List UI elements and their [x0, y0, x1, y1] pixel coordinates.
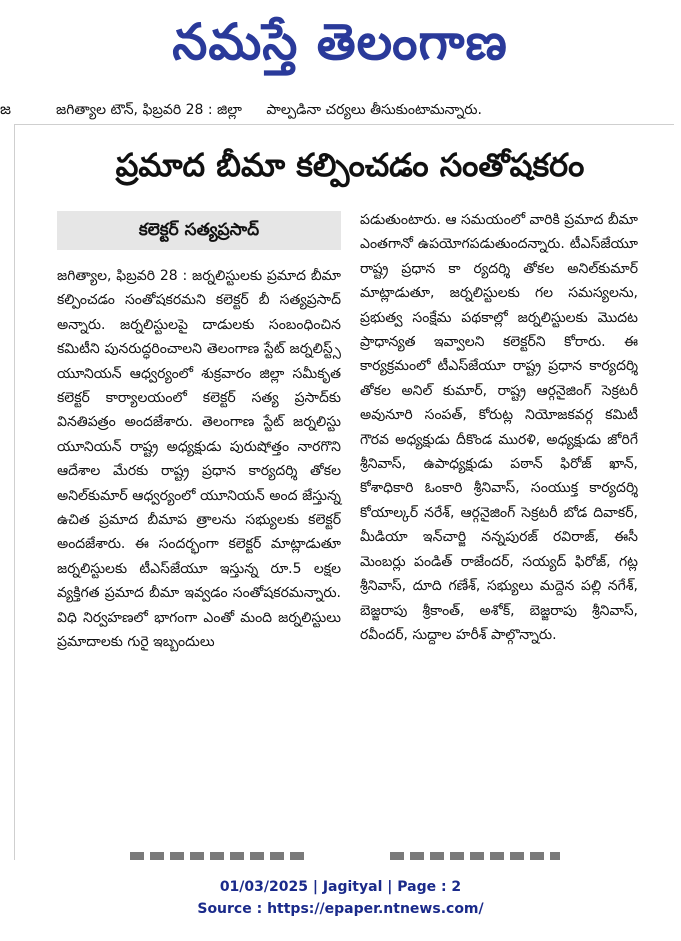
article-column-left — [57, 264, 341, 844]
adjacent-dateline: జగిత్యాల టౌన్, ఫిబ్రవరి 28 : జిల్లా — [56, 102, 242, 118]
adjacent-article-strip — [56, 98, 656, 122]
masthead-title: నమస్తే తెలంగాణ — [172, 13, 508, 71]
article-body-left: జగిత్యాల, ఫిబ్రవరి 28 : జర్నలిస్టులకు ప్రమాద బీమా కల్పించడం సంతోషకరమని కలెక్టర్ బీ సత్యప్రసాద్ అన్నారు. జర్నలిస్టులపై దాడులకు సంబంధించిన కమిటీని పునరుద్ధరించాలని తెలంగాణ స్టేట్ జర్నలిస్ట్స్ యూనియన్ ఆధ్వర్యంలో శుక్రవారం జిల్లా సమీకృత కలెక్టర్ కార్యాలయంలో కలెక్టర్ సత్య ప్రసాద్‌కు వినతిపత్రం అందజేశారు. తెలంగాణ స్టేట్ జర్నలిస్టు యూనియన్ రాష్ట్ర అధ్యక్షుడు పురుషోత్తం నారగొని ఆదేశాల మేరకు రాష్ట్ర ప్రధాన కార్యదర్శి తోకల అనిల్‌కుమార్ ఆధ్వర్యంలో యూనియన్ అంద జేస్తున్న ఉచిత ప్రమాద బీమాప త్రాలను సభ్యులకు కలెక్టర్ అందజేశారు. ఈ సందర్భంగా కలెక్టర్ మాట్లాడుతూ జర్నలిస్టులకు టీఎస్‌జేయూ ఇస్తున్న రూ.5 లక్షల వ్యక్తిగత ప్రమాద బీమా ఇవ్వడం సంతోషకరమన్నారు. విధి నిర్వహణలో భాగంగా ఎంతో మంది జర్నలిస్టులు ప్రమాదాలకు గురై ఇబ్బందులు — [57, 268, 341, 651]
newspaper-masthead — [140, 2, 540, 82]
article-headline: ప్రమాద బీమా కల్పించడం సంతోషకరం — [115, 146, 585, 184]
adjacent-trailing-text: పాల్పడినా చర్యలు తీసుకుంటామన్నారు. — [266, 102, 482, 118]
article-body-right: పడుతుంటారు. ఆ సమయంలో వారికి ప్రమాద బీమా ఎంతగానో ఉపయోగపడుతుందన్నారు. టీఎస్‌జేయూ రాష్ట్ర ప్రధాన కా ర్యదర్శి తోకల అనిల్‌కుమార్ మాట్లాడుతూ, జర్నలిస్టులకు గల సమస్యలను, ప్రభుత్వ సంక్షేమ పథకాల్లో జర్నలిస్టులకు మొదట ప్రాధాన్యత ఇవ్వాలని కలెక్టర్‌ని కోరారు. ఈ కార్యక్రమంలో టీఎస్‌జేయూ రాష్ట్ర ప్రధాన కార్యదర్శి తోకల అనిల్ కుమార్, రాష్ట్ర ఆర్గనైజింగ్ సెక్రటరీ అవునూరి సంపత్, కోరుట్ల నియోజకవర్గ కమిటీ గౌరవ అధ్యక్షుడు దీకొండ మురళి, అధ్యక్షుడు జోరిగే శ్రీనివాస్, ఉపాధ్యక్షుడు పఠాన్ ఫిరోజ్ ఖాన్, కోశాధికారి ఓంకారి శ్రీనివాస్, సంయుక్త కార్యదర్శి కోయాల్కర్ నరేశ్, ఆర్గనైజింగ్ సెక్రటరీ బోడ దివాకర్, మీడియా ఇన్‌చార్జి నన్నపురజ్ రవిరాజ్, ఈసీ మెంబర్లు పండిత్ రాజేందర్, సయ్యద్ ఫిరోజ్, గట్ల శ్రీనివాస్, దూది గణేశ్, సభ్యులు మద్దెన పల్లి నగేశ్, బెజ్జరాపు శ్రీకాంత్, అశోక్, బెజ్జరాపు శ్రీనివాస్, రవీందర్, సుద్దాల హరీశ్ పాల్గొన్నారు. — [360, 212, 638, 643]
edition-info: 01/03/2025 | Jagityal | Page : 2 — [219, 879, 462, 895]
clipping-footer — [0, 876, 681, 920]
clipped-heading-fragment — [390, 852, 560, 860]
clipped-text-fragment: జ — [0, 100, 11, 118]
article-subhead: కలెక్టర్ సత్యప్రసాద్ — [57, 211, 341, 250]
source-link[interactable]: Source : https://epaper.ntnews.com/ — [197, 901, 484, 917]
clipped-heading-fragment — [130, 852, 310, 860]
article-column-right — [360, 208, 638, 848]
column-rule — [14, 124, 15, 860]
separator-rule — [14, 124, 674, 125]
